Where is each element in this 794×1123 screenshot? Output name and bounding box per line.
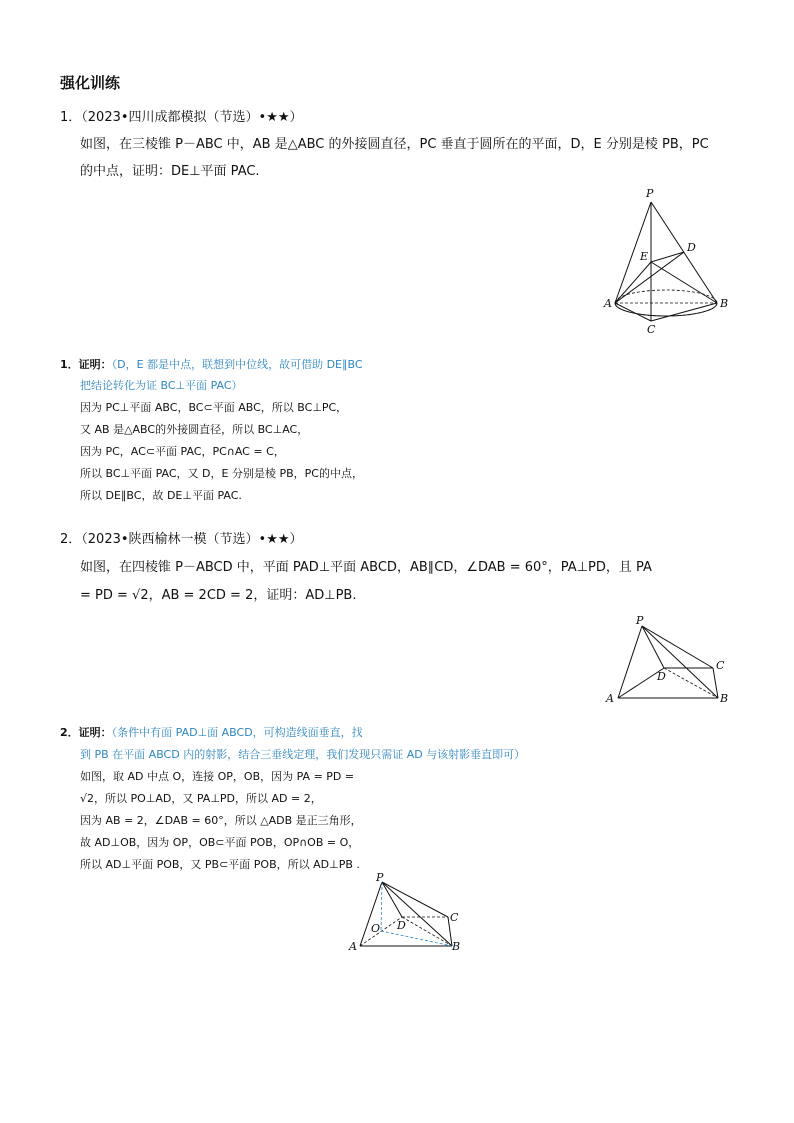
- q1-label-D: D: [687, 241, 696, 254]
- q1-header: 1．（2023•四川成都模拟（节选）•★★）: [60, 110, 303, 125]
- a2-label-P: P: [376, 871, 384, 884]
- a1-line: 因为 PC，AC⊂平面 PAC，PC∩AC = C，: [80, 445, 285, 458]
- a1-hint-line2: 把结论转化为证 BC⊥平面 PAC）: [80, 379, 243, 392]
- section-title: 强化训练: [60, 74, 121, 92]
- q1-text-line2: 的中点，证明：DE⊥平面 PAC.: [80, 164, 260, 179]
- a2-label-B: B: [452, 940, 461, 953]
- q2-label-B: B: [720, 692, 729, 705]
- q1-circle-front: [615, 303, 717, 316]
- a1-line: 因为 PC⊥平面 ABC，BC⊂平面 ABC，所以 BC⊥PC，: [80, 401, 348, 414]
- a1-label: 1．证明：: [60, 358, 112, 371]
- q2-figure: [600, 612, 740, 710]
- a1-line: 又 AB 是△ABC的外接圆直径，所以 BC⊥AC，: [80, 423, 309, 436]
- q1-label-E: E: [640, 250, 649, 263]
- q2-label-P: P: [636, 614, 644, 627]
- a2-label: 2．证明：: [60, 726, 112, 739]
- a2-line: 故 AD⊥OB，因为 OP，OB⊂平面 POB，OP∩OB = O，: [80, 836, 360, 849]
- q2-header: 2．（2023•陕西榆林一模（节选）•★★）: [60, 532, 303, 547]
- a2-label-C: C: [450, 911, 459, 924]
- a2-figure: [345, 870, 475, 958]
- a2-line: 因为 AB = 2，∠DAB = 60°，所以 △ADB 是正三角形，: [80, 814, 362, 827]
- a2-line: √2，所以 PO⊥AD，又 PA⊥PD，所以 AD = 2，: [80, 792, 322, 805]
- a2-line: 所以 AD⊥平面 POB，又 PB⊂平面 POB，所以 AD⊥PB .: [80, 858, 360, 871]
- q1-label-P: P: [646, 187, 654, 200]
- a1-line: 所以 DE∥BC，故 DE⊥平面 PAC.: [80, 489, 242, 502]
- a2-line: 如图，取 AD 中点 O，连接 OP，OB，因为 PA = PD =: [80, 770, 355, 783]
- a2-label-D: D: [397, 919, 406, 932]
- q1-text-line1: 如图，在三棱锥 P－ABC 中，AB 是△ABC 的外接圆直径，PC 垂直于圆所在的平面，D，E 分别是棱 PB，PC: [80, 137, 709, 152]
- q2-text-line1: 如图，在四棱锥 P－ABCD 中，平面 PAD⊥平面 ABCD，AB∥CD，∠DAB = 60°，PA⊥PD，且 PA: [80, 560, 652, 575]
- a2-label-O: O: [371, 922, 381, 935]
- q1-label-B: B: [720, 297, 729, 310]
- a1-hint-line1: （D，E 都是中点，联想到中位线，故可借助 DE∥BC: [111, 358, 363, 371]
- a2-hint-line1: （条件中有面 PAD⊥面 ABCD，可构造线面垂直，找: [111, 726, 363, 739]
- q1-figure: [600, 185, 730, 335]
- q1-label-C: C: [647, 323, 656, 335]
- q1-label-A: A: [604, 297, 612, 310]
- q2-label-C: C: [716, 659, 725, 672]
- q2-text-line2: = PD = √2，AB = 2CD = 2，证明：AD⊥PB.: [80, 588, 357, 603]
- q2-label-A: A: [606, 692, 614, 705]
- q2-label-D: D: [657, 670, 666, 683]
- a1-line: 所以 BC⊥平面 PAC，又 D，E 分别是棱 PB，PC的中点，: [80, 467, 363, 480]
- a2-hint-line2: 到 PB 在平面 ABCD 内的射影，结合三垂线定理，我们发现只需证 AD 与该射影垂直即可）: [80, 748, 526, 761]
- a2-label-A: A: [349, 940, 357, 953]
